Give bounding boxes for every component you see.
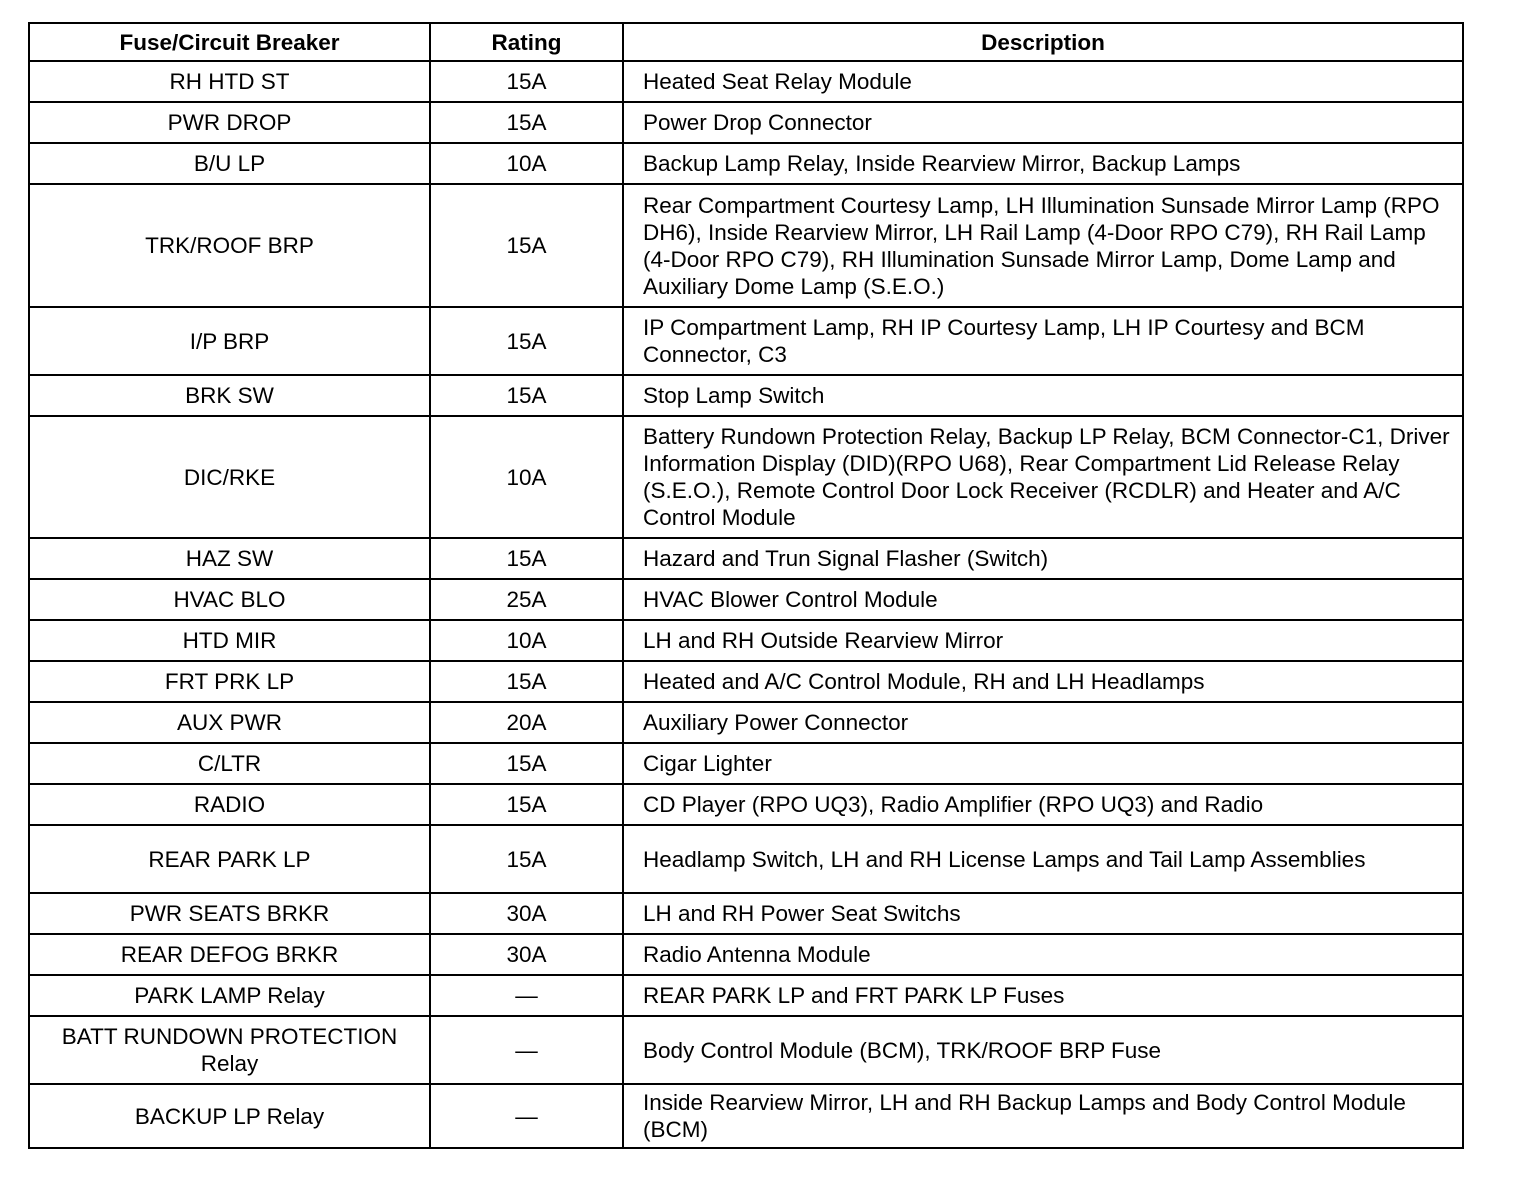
rating-cell: 10A — [430, 416, 623, 538]
table-header — [29, 23, 1463, 61]
fuse-cell: REAR DEFOG BRKR — [29, 934, 430, 975]
table-row — [29, 702, 1463, 743]
fuse-cell: AUX PWR — [29, 702, 430, 743]
rating-cell: 20A — [430, 702, 623, 743]
table-row — [29, 579, 1463, 620]
header-description: Description — [623, 23, 1463, 61]
fuse-cell: TRK/ROOF BRP — [29, 184, 430, 307]
description-cell: Backup Lamp Relay, Inside Rearview Mirror, Backup Lamps — [623, 143, 1463, 184]
description-cell: IP Compartment Lamp, RH IP Courtesy Lamp, LH IP Courtesy and BCM Connector, C3 — [623, 307, 1463, 375]
rating-cell: 15A — [430, 184, 623, 307]
table-row — [29, 375, 1463, 416]
fuse-cell: REAR PARK LP — [29, 825, 430, 893]
fuse-cell: RH HTD ST — [29, 61, 430, 102]
description-cell: Heated Seat Relay Module — [623, 61, 1463, 102]
fuse-cell: FRT PRK LP — [29, 661, 430, 702]
description-cell: Rear Compartment Courtesy Lamp, LH Illumination Sunsade Mirror Lamp (RPO DH6), Inside Rearview Mirror, LH Rail Lamp (4-Door RPO C79), RH Rail Lamp (4-Door RPO C79), RH Illumination Sunsade Mirror Lamp, Dome Lamp and Auxiliary Dome Lamp (S.E.O.) — [623, 184, 1463, 307]
description-cell: Body Control Module (BCM), TRK/ROOF BRP Fuse — [623, 1016, 1463, 1084]
fuse-cell: RADIO — [29, 784, 430, 825]
table-row — [29, 143, 1463, 184]
table-row — [29, 934, 1463, 975]
table-row — [29, 661, 1463, 702]
rating-cell: 10A — [430, 620, 623, 661]
rating-cell: 10A — [430, 143, 623, 184]
table-body — [29, 61, 1463, 1148]
description-cell: LH and RH Power Seat Switchs — [623, 893, 1463, 934]
rating-cell: 30A — [430, 893, 623, 934]
rating-cell: 25A — [430, 579, 623, 620]
fuse-cell: PARK LAMP Relay — [29, 975, 430, 1016]
rating-cell: 15A — [430, 102, 623, 143]
fuse-cell: HAZ SW — [29, 538, 430, 579]
description-cell: Auxiliary Power Connector — [623, 702, 1463, 743]
fuse-cell: I/P BRP — [29, 307, 430, 375]
header-rating: Rating — [430, 23, 623, 61]
fuse-cell: BACKUP LP Relay — [29, 1084, 430, 1148]
description-cell: Radio Antenna Module — [623, 934, 1463, 975]
fuse-cell: HVAC BLO — [29, 579, 430, 620]
rating-cell: 30A — [430, 934, 623, 975]
table-row — [29, 102, 1463, 143]
description-cell: Hazard and Trun Signal Flasher (Switch) — [623, 538, 1463, 579]
header-row — [29, 23, 1463, 61]
description-cell: Heated and A/C Control Module, RH and LH Headlamps — [623, 661, 1463, 702]
description-cell: REAR PARK LP and FRT PARK LP Fuses — [623, 975, 1463, 1016]
rating-cell: 15A — [430, 375, 623, 416]
fuse-circuit-breaker-table — [28, 22, 1464, 1149]
description-cell: Battery Rundown Protection Relay, Backup LP Relay, BCM Connector-C1, Driver Information Display (DID)(RPO U68), Rear Compartment Lid Release Relay (S.E.O.), Remote Control Door Lock Receiver (RCDLR) and Heater and A/C Control Module — [623, 416, 1463, 538]
description-cell: CD Player (RPO UQ3), Radio Amplifier (RPO UQ3) and Radio — [623, 784, 1463, 825]
rating-cell: 15A — [430, 538, 623, 579]
description-cell: Headlamp Switch, LH and RH License Lamps and Tail Lamp Assemblies — [623, 825, 1463, 893]
rating-cell: — — [430, 1016, 623, 1084]
rating-cell: — — [430, 975, 623, 1016]
table-row — [29, 825, 1463, 893]
table-row — [29, 743, 1463, 784]
description-cell: Power Drop Connector — [623, 102, 1463, 143]
fuse-cell: PWR DROP — [29, 102, 430, 143]
rating-cell: 15A — [430, 825, 623, 893]
fuse-cell: B/U LP — [29, 143, 430, 184]
table-row — [29, 784, 1463, 825]
table-row — [29, 975, 1463, 1016]
fuse-cell: DIC/RKE — [29, 416, 430, 538]
table-row — [29, 893, 1463, 934]
table-row — [29, 538, 1463, 579]
description-cell: Stop Lamp Switch — [623, 375, 1463, 416]
rating-cell: 15A — [430, 661, 623, 702]
description-cell: LH and RH Outside Rearview Mirror — [623, 620, 1463, 661]
table-row — [29, 61, 1463, 102]
table-row — [29, 416, 1463, 538]
header-fuse-circuit-breaker: Fuse/Circuit Breaker — [29, 23, 430, 61]
table-row — [29, 307, 1463, 375]
rating-cell: 15A — [430, 307, 623, 375]
description-cell: HVAC Blower Control Module — [623, 579, 1463, 620]
table-row — [29, 184, 1463, 307]
description-cell: Cigar Lighter — [623, 743, 1463, 784]
rating-cell: 15A — [430, 61, 623, 102]
table-row — [29, 620, 1463, 661]
fuse-cell: PWR SEATS BRKR — [29, 893, 430, 934]
fuse-cell: HTD MIR — [29, 620, 430, 661]
fuse-cell: BRK SW — [29, 375, 430, 416]
rating-cell: 15A — [430, 743, 623, 784]
table-row — [29, 1016, 1463, 1084]
rating-cell: — — [430, 1084, 623, 1148]
table-row — [29, 1084, 1463, 1148]
rating-cell: 15A — [430, 784, 623, 825]
description-cell: Inside Rearview Mirror, LH and RH Backup Lamps and Body Control Module (BCM) — [623, 1084, 1463, 1148]
fuse-cell: C/LTR — [29, 743, 430, 784]
fuse-cell: BATT RUNDOWN PROTECTION Relay — [29, 1016, 430, 1084]
